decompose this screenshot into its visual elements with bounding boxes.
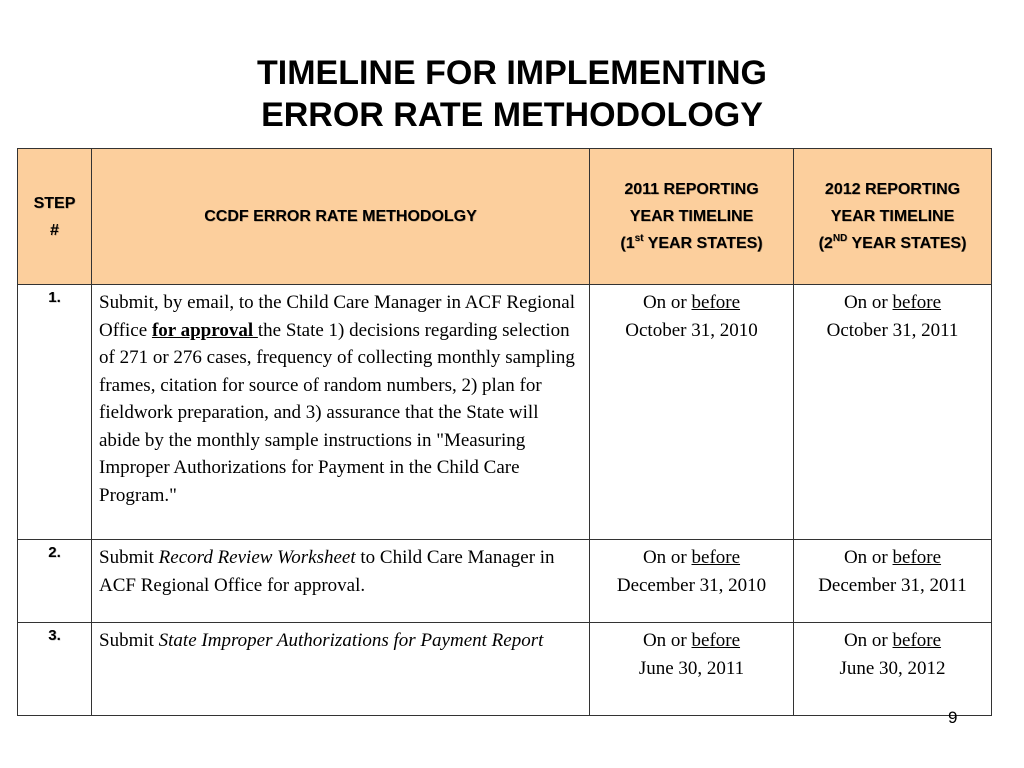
timeline-2012 [794, 540, 992, 623]
slide-title [0, 52, 1024, 136]
header-row [18, 149, 992, 285]
timeline-2012 [794, 285, 992, 540]
page-number: 9 [948, 708, 958, 727]
deadline-label [590, 289, 793, 317]
header-methodology: CCDF ERROR RATE METHODOLGY [92, 149, 590, 285]
step-number: 1. [18, 285, 92, 540]
deadline-label [794, 544, 991, 572]
desc-text: the State 1) decisions regarding selection of 271 or 276 cases, frequency of collecting monthly sampling frames, citation for source of random numbers, 2) plan for fieldwork preparation, and 3) assurance that the State will abide by the monthly sample instructions in "Measuring Improper Authorizations for Payment in the Child Care Program." [99, 319, 575, 506]
step-description [92, 540, 590, 623]
header-2011-line3-post: YEAR STATES) [643, 235, 763, 252]
deadline-date: October 31, 2010 [625, 319, 758, 341]
table-row [18, 623, 992, 716]
deadline-prefix: On or [843, 547, 893, 568]
deadline-before: before [691, 292, 741, 313]
deadline-before: before [691, 547, 741, 568]
header-2011-line1: 2011 REPORTING [624, 181, 759, 198]
desc-text: Submit [99, 630, 159, 651]
desc-document-title: Record Review Worksheet [158, 547, 356, 568]
step-number: 2. [18, 540, 92, 623]
timeline-2011 [590, 623, 794, 716]
step-description [92, 623, 590, 716]
deadline-prefix: On or [642, 292, 692, 313]
header-step [18, 149, 92, 285]
deadline-label [794, 627, 991, 655]
deadline-before: before [892, 292, 942, 313]
header-2011-line3-pre: (1 [620, 235, 635, 252]
deadline-before: before [892, 630, 942, 651]
step-number: 3. [18, 623, 92, 716]
deadline-date: December 31, 2010 [616, 574, 767, 596]
desc-document-title: State Improper Authorizations for Payment Report [158, 630, 544, 651]
deadline-before: before [892, 547, 942, 568]
timeline-2011 [590, 540, 794, 623]
header-2011-line3 [590, 230, 793, 257]
header-2012-line3-post: YEAR STATES) [847, 235, 967, 252]
timeline-2011 [590, 285, 794, 540]
desc-emphasis: for approval [151, 319, 258, 341]
deadline-label [590, 544, 793, 572]
deadline-prefix: On or [642, 630, 692, 651]
table-row [18, 285, 992, 540]
deadline-date: June 30, 2011 [638, 657, 745, 679]
deadline-label [794, 289, 991, 317]
header-2012-line3-pre: (2 [818, 235, 833, 252]
step-description [92, 285, 590, 540]
header-2011-sup: st [634, 232, 644, 244]
title-line-1: TIMELINE FOR IMPLEMENTING [257, 54, 767, 92]
timeline-table [17, 148, 992, 716]
header-2011-line2: YEAR TIMELINE [629, 208, 754, 225]
header-step-line2: # [50, 221, 59, 239]
desc-text: Submit, by email, to the Child Care Manager in ACF Regional Office [99, 292, 576, 341]
header-2011 [590, 149, 794, 285]
timeline-2012 [794, 623, 992, 716]
header-2012-line1: 2012 REPORTING [824, 181, 961, 198]
deadline-prefix: On or [642, 547, 692, 568]
deadline-date: October 31, 2011 [826, 319, 959, 341]
header-2012-line3 [794, 230, 991, 257]
header-step-line1: STEP [33, 194, 76, 212]
desc-text: Submit [99, 547, 159, 568]
header-2012 [794, 149, 992, 285]
desc-text: to Child Care Manager in ACF Regional Office for approval. [99, 547, 555, 596]
header-2012-sup: ND [832, 232, 848, 244]
deadline-prefix: On or [843, 292, 893, 313]
deadline-date: December 31, 2011 [818, 574, 967, 596]
deadline-before: before [691, 630, 741, 651]
table-row [18, 540, 992, 623]
deadline-prefix: On or [843, 630, 893, 651]
header-2012-line2: YEAR TIMELINE [830, 208, 955, 225]
deadline-label [590, 627, 793, 655]
title-line-2: ERROR RATE METHODOLOGY [261, 96, 763, 134]
deadline-date: June 30, 2012 [839, 657, 946, 679]
